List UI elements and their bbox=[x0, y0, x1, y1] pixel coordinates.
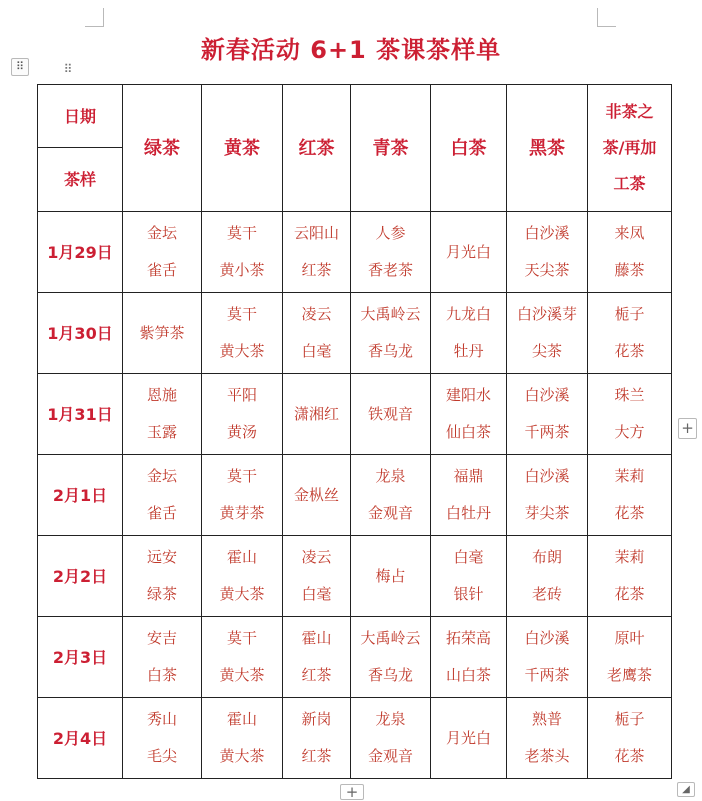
tea-sample-cell bbox=[588, 617, 672, 698]
tea-name-line: 来凤 bbox=[614, 224, 645, 242]
tea-name-line: 芽尖茶 bbox=[524, 504, 570, 522]
tea-name-line: 白茶 bbox=[146, 666, 177, 684]
tea-name-line: 月光白 bbox=[445, 728, 491, 747]
tea-name-line: 黄大茶 bbox=[219, 747, 265, 765]
tea-name-line: 龙泉 bbox=[375, 710, 406, 728]
tea-name-line: 花茶 bbox=[614, 585, 645, 603]
tea-sample-cell bbox=[351, 455, 431, 536]
tea-name-line: 平阳 bbox=[226, 386, 257, 404]
tea-name-line: 梅占 bbox=[375, 566, 406, 585]
column-header: 青茶 bbox=[351, 85, 431, 212]
tea-name-line: 云阳山 bbox=[293, 224, 339, 242]
tea-name-line: 红茶 bbox=[301, 261, 332, 279]
tea-sample-cell bbox=[283, 617, 351, 698]
tea-sample-cell bbox=[202, 455, 283, 536]
tea-sample-cell bbox=[283, 698, 351, 779]
tea-name-line: 恩施 bbox=[146, 386, 177, 404]
tea-name-line: 栀子 bbox=[614, 305, 645, 323]
tea-sample-cell bbox=[588, 455, 672, 536]
tea-name-line: 霍山 bbox=[226, 710, 257, 728]
tea-name-line: 原叶 bbox=[614, 629, 645, 647]
column-header: 白茶 bbox=[431, 85, 507, 212]
tea-name-line: 千两茶 bbox=[524, 666, 570, 684]
tea-name-line: 紫笋茶 bbox=[139, 323, 185, 342]
tea-sample-cell bbox=[351, 212, 431, 293]
table-row bbox=[38, 212, 672, 293]
table-row bbox=[38, 455, 672, 536]
tea-name-line: 老砖 bbox=[531, 585, 562, 603]
tea-name-line: 建阳水 bbox=[445, 386, 491, 404]
tea-name-line: 安吉 bbox=[146, 629, 177, 647]
tea-sample-cell bbox=[123, 617, 202, 698]
tea-sample-cell bbox=[588, 212, 672, 293]
tea-name-line: 白沙溪 bbox=[524, 224, 570, 242]
tea-sample-cell bbox=[202, 617, 283, 698]
tea-name-line: 莫干 bbox=[226, 224, 257, 242]
tea-sample-cell bbox=[123, 455, 202, 536]
tea-name-line: 天尖茶 bbox=[524, 261, 570, 279]
tea-name-line: 银针 bbox=[453, 585, 484, 603]
tea-name-line: 香老茶 bbox=[367, 261, 413, 279]
tea-sample-cell bbox=[351, 374, 431, 455]
add-column-plus-icon[interactable]: + bbox=[678, 418, 697, 439]
tea-name-line: 布朗 bbox=[531, 548, 562, 566]
tea-name-line: 黄大茶 bbox=[219, 585, 265, 603]
tea-name-line: 红茶 bbox=[301, 747, 332, 765]
tea-name-line: 尖茶 bbox=[531, 342, 562, 360]
tea-name-line: 白毫 bbox=[301, 342, 332, 360]
tea-name-line: 大禹岭云 bbox=[360, 629, 421, 647]
column-header: 黑茶 bbox=[507, 85, 588, 212]
tea-sample-cell bbox=[507, 698, 588, 779]
tea-name-line: 霍山 bbox=[226, 548, 257, 566]
page-corner-mark-top-right bbox=[597, 8, 616, 27]
tea-sample-cell bbox=[431, 617, 507, 698]
tea-name-line: 牡丹 bbox=[453, 342, 484, 360]
tea-name-line: 花茶 bbox=[614, 747, 645, 765]
tea-sample-cell bbox=[202, 536, 283, 617]
tea-sample-cell bbox=[202, 374, 283, 455]
tea-name-line: 珠兰 bbox=[614, 386, 645, 404]
tea-sample-cell bbox=[507, 374, 588, 455]
tea-name-line: 白牡丹 bbox=[445, 504, 491, 522]
column-header: 红茶 bbox=[283, 85, 351, 212]
tea-name-line: 莫干 bbox=[226, 467, 257, 485]
tea-name-line: 花茶 bbox=[614, 342, 645, 360]
date-cell: 1月30日 bbox=[38, 293, 123, 374]
tea-sample-cell bbox=[431, 698, 507, 779]
add-row-plus-icon[interactable]: + bbox=[340, 784, 364, 800]
tea-sample-cell bbox=[431, 293, 507, 374]
tea-name-line: 龙泉 bbox=[375, 467, 406, 485]
tea-sample-cell bbox=[431, 536, 507, 617]
tea-sample-cell bbox=[431, 455, 507, 536]
tea-name-line: 白沙溪 bbox=[524, 386, 570, 404]
tea-sample-cell bbox=[283, 293, 351, 374]
tea-sample-cell bbox=[431, 212, 507, 293]
tea-sample-cell bbox=[351, 293, 431, 374]
tea-sample-cell bbox=[588, 293, 672, 374]
tea-sample-cell bbox=[123, 374, 202, 455]
tea-name-line: 毛尖 bbox=[146, 747, 177, 765]
tea-name-line: 大方 bbox=[614, 423, 645, 441]
tea-sample-cell bbox=[507, 617, 588, 698]
header-line: 茶/再加 bbox=[602, 138, 657, 157]
table-row bbox=[38, 617, 672, 698]
tea-name-line: 老鹰茶 bbox=[606, 666, 652, 684]
date-header-cell: 日期 bbox=[38, 85, 123, 148]
table-row bbox=[38, 293, 672, 374]
tea-sample-cell bbox=[283, 212, 351, 293]
tea-name-line: 大禹岭云 bbox=[360, 305, 421, 323]
tea-name-line: 老茶头 bbox=[524, 747, 570, 765]
tea-name-line: 白沙溪 bbox=[524, 467, 570, 485]
sample-header-cell: 茶样 bbox=[38, 148, 123, 212]
tea-name-line: 人参 bbox=[375, 224, 406, 242]
tea-name-line: 茉莉 bbox=[614, 548, 645, 566]
tea-name-line: 红茶 bbox=[301, 666, 332, 684]
tea-name-line: 黄芽茶 bbox=[219, 504, 265, 522]
date-cell: 2月1日 bbox=[38, 455, 123, 536]
tea-name-line: 九龙白 bbox=[445, 305, 491, 323]
tea-name-line: 金坛 bbox=[146, 467, 177, 485]
tea-name-line: 白毫 bbox=[453, 548, 484, 566]
date-cell: 2月2日 bbox=[38, 536, 123, 617]
date-cell: 1月31日 bbox=[38, 374, 123, 455]
header-line: 非茶之 bbox=[605, 102, 654, 121]
table-resize-icon[interactable]: ◢ bbox=[677, 782, 695, 797]
tea-name-line: 茉莉 bbox=[614, 467, 645, 485]
tea-name-line: 山白茶 bbox=[445, 666, 491, 684]
tea-sample-cell bbox=[283, 374, 351, 455]
tea-sample-cell bbox=[588, 374, 672, 455]
tea-name-line: 拓荣高 bbox=[445, 629, 491, 647]
tea-sample-cell bbox=[202, 212, 283, 293]
tea-name-line: 白沙溪芽 bbox=[516, 305, 577, 323]
tea-name-line: 雀舌 bbox=[146, 261, 177, 279]
tea-sample-cell bbox=[507, 536, 588, 617]
tea-name-line: 熟普 bbox=[531, 710, 562, 728]
page-corner-mark-top-left bbox=[85, 8, 104, 27]
tea-sample-cell bbox=[123, 212, 202, 293]
tea-name-line: 金坛 bbox=[146, 224, 177, 242]
tea-sample-cell bbox=[123, 293, 202, 374]
tea-name-line: 福鼎 bbox=[453, 467, 484, 485]
date-cell: 2月3日 bbox=[38, 617, 123, 698]
tea-name-line: 金观音 bbox=[367, 504, 413, 522]
tea-sample-cell bbox=[283, 455, 351, 536]
tea-name-line: 绿茶 bbox=[146, 585, 177, 603]
tea-name-line: 莫干 bbox=[226, 305, 257, 323]
tea-sample-cell bbox=[123, 698, 202, 779]
tea-name-line: 香乌龙 bbox=[367, 342, 413, 360]
tea-sample-cell bbox=[507, 455, 588, 536]
tea-name-line: 黄大茶 bbox=[219, 342, 265, 360]
tea-name-line: 远安 bbox=[146, 548, 177, 566]
tea-name-line: 花茶 bbox=[614, 504, 645, 522]
drag-dots-icon[interactable]: ⠿ bbox=[63, 62, 73, 76]
tea-name-line: 新岗 bbox=[301, 710, 332, 728]
tea-sample-cell bbox=[507, 293, 588, 374]
tea-name-line: 黄大茶 bbox=[219, 666, 265, 684]
tea-name-line: 凌云 bbox=[301, 305, 332, 323]
tea-name-line: 仙白茶 bbox=[445, 423, 491, 441]
tea-name-line: 香乌龙 bbox=[367, 666, 413, 684]
tea-sample-cell bbox=[202, 293, 283, 374]
tea-sample-cell bbox=[202, 698, 283, 779]
tea-name-line: 潇湘红 bbox=[293, 404, 339, 423]
column-header-non-tea bbox=[588, 85, 672, 212]
tea-name-line: 藤茶 bbox=[614, 261, 645, 279]
tea-name-line: 金枞丝 bbox=[293, 485, 339, 504]
table-row bbox=[38, 374, 672, 455]
tea-name-line: 莫干 bbox=[226, 629, 257, 647]
tea-name-line: 秀山 bbox=[146, 710, 177, 728]
date-cell: 2月4日 bbox=[38, 698, 123, 779]
header-line: 工茶 bbox=[613, 174, 646, 193]
tea-name-line: 玉露 bbox=[146, 423, 177, 441]
tea-name-line: 黄汤 bbox=[226, 423, 257, 441]
tea-name-line: 雀舌 bbox=[146, 504, 177, 522]
tea-name-line: 凌云 bbox=[301, 548, 332, 566]
tea-sample-table bbox=[37, 84, 672, 779]
tea-sample-cell bbox=[351, 536, 431, 617]
table-move-handle-icon[interactable]: ⠿ bbox=[11, 58, 29, 76]
column-header: 绿茶 bbox=[123, 85, 202, 212]
tea-sample-cell bbox=[351, 617, 431, 698]
tea-name-line: 铁观音 bbox=[367, 404, 413, 423]
tea-name-line: 白沙溪 bbox=[524, 629, 570, 647]
tea-name-line: 金观音 bbox=[367, 747, 413, 765]
column-header: 黄茶 bbox=[202, 85, 283, 212]
tea-sample-cell bbox=[351, 698, 431, 779]
tea-sample-cell bbox=[507, 212, 588, 293]
tea-sample-cell bbox=[588, 698, 672, 779]
tea-sample-cell bbox=[123, 536, 202, 617]
date-cell: 1月29日 bbox=[38, 212, 123, 293]
tea-sample-cell bbox=[283, 536, 351, 617]
table-row bbox=[38, 698, 672, 779]
tea-name-line: 黄小茶 bbox=[219, 261, 265, 279]
table-row bbox=[38, 536, 672, 617]
tea-name-line: 千两茶 bbox=[524, 423, 570, 441]
tea-name-line: 白毫 bbox=[301, 585, 332, 603]
tea-sample-cell bbox=[588, 536, 672, 617]
tea-sample-cell bbox=[431, 374, 507, 455]
tea-name-line: 霍山 bbox=[301, 629, 332, 647]
document-title: 新春活动 6+1 茶课茶样单 bbox=[200, 36, 502, 64]
tea-name-line: 月光白 bbox=[445, 242, 491, 261]
tea-name-line: 栀子 bbox=[614, 710, 645, 728]
